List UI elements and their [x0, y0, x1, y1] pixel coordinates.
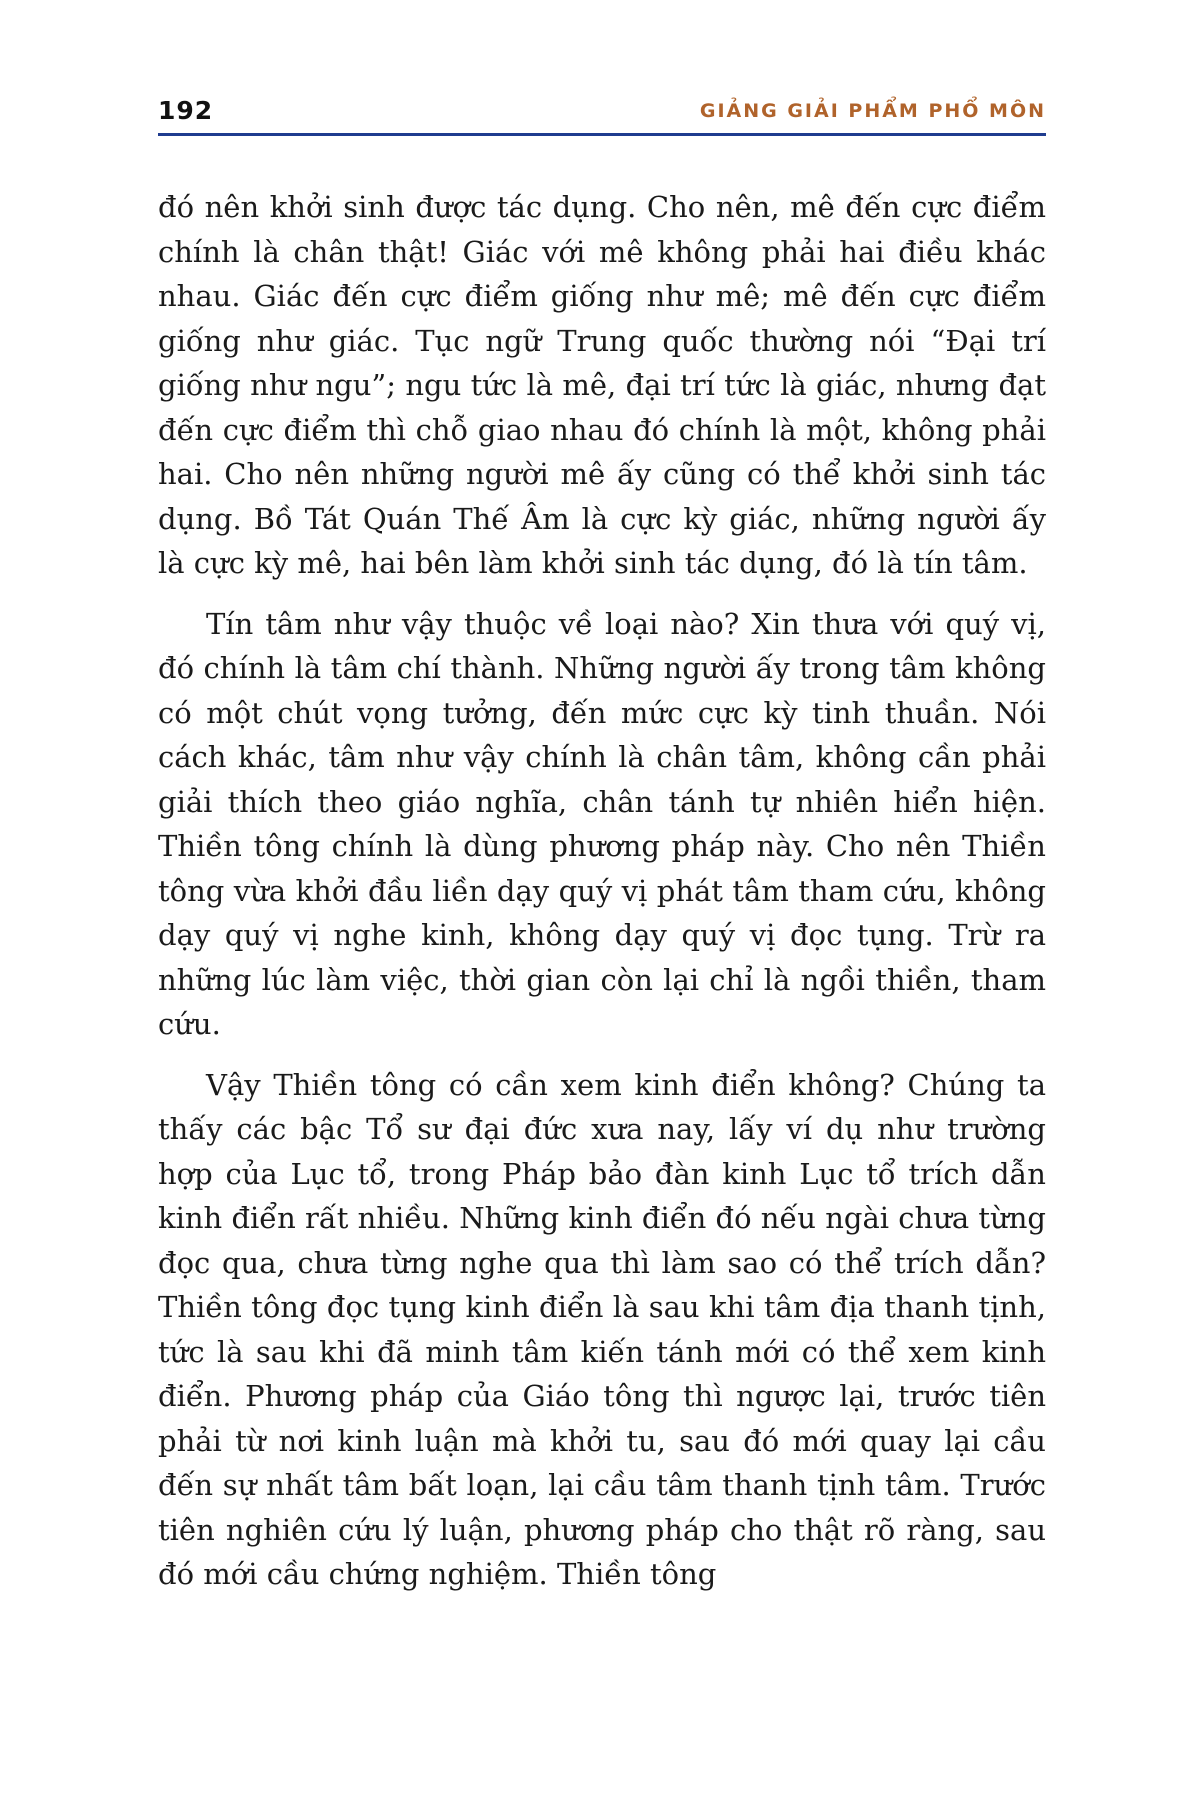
- body-text: [158, 185, 1046, 1613]
- page-number: 192: [158, 96, 214, 125]
- paragraph: Vậy Thiền tông có cần xem kinh điển không? Chúng ta thấy các bậc Tổ sư đại đức xưa nay, lấy ví dụ như trường hợp của Lục tổ, trong Pháp bảo đàn kinh Lục tổ trích dẫn kinh điển rất nhiều. Những kinh điển đó nếu ngài chưa từng đọc qua, chưa từng nghe qua thì làm sao có thể trích dẫn? Thiền tông đọc tụng kinh điển là sau khi tâm địa thanh tịnh, tức là sau khi đã minh tâm kiến tánh mới có thể xem kinh điển. Phương pháp của Giáo tông thì ngược lại, trước tiên phải từ nơi kinh luận mà khởi tu, sau đó mới quay lại cầu đến sự nhất tâm bất loạn, lại cầu tâm thanh tịnh tâm. Trước tiên nghiên cứu lý luận, phương pháp cho thật rõ ràng, sau đó mới cầu chứng nghiệm. Thiền tông: [158, 1067, 1046, 1591]
- paragraph: đó nên khởi sinh được tác dụng. Cho nên, mê đến cực điểm chính là chân thật! Giác với mê không phải hai điều khác nhau. Giác đến cực điểm giống như mê; mê đến cực điểm giống như giác. Tục ngữ Trung quốc thường nói “Đại trí giống như ngu”; ngu tức là mê, đại trí tức là giác, nhưng đạt đến cực điểm thì chỗ giao nhau đó chính là một, không phải hai. Cho nên những người mê ấy cũng có thể khởi sinh tác dụng. Bồ Tát Quán Thế Âm là cực kỳ giác, những người ấy là cực kỳ mê, hai bên làm khởi sinh tác dụng, đó là tín tâm.: [158, 190, 1046, 580]
- running-title: GIẢNG GIẢI PHẨM PHỔ MÔN: [699, 100, 1046, 122]
- paragraph: Tín tâm như vậy thuộc về loại nào? Xin thưa với quý vị, đó chính là tâm chí thành. Những người ấy trong tâm không có một chút vọng tưởng, đến mức cực kỳ tinh thuần. Nói cách khác, tâm như vậy chính là chân tâm, không cần phải giải thích theo giáo nghĩa, chân tánh tự nhiên hiển hiện. Thiền tông chính là dùng phương pháp này. Cho nên Thiền tông vừa khởi đầu liền dạy quý vị phát tâm tham cứu, không dạy quý vị nghe kinh, không dạy quý vị đọc tụng. Trừ ra những lúc làm việc, thời gian còn lại chỉ là ngồi thiền, tham cứu.: [158, 606, 1046, 1041]
- page-header: [158, 96, 1046, 136]
- header-divider: [158, 133, 1046, 136]
